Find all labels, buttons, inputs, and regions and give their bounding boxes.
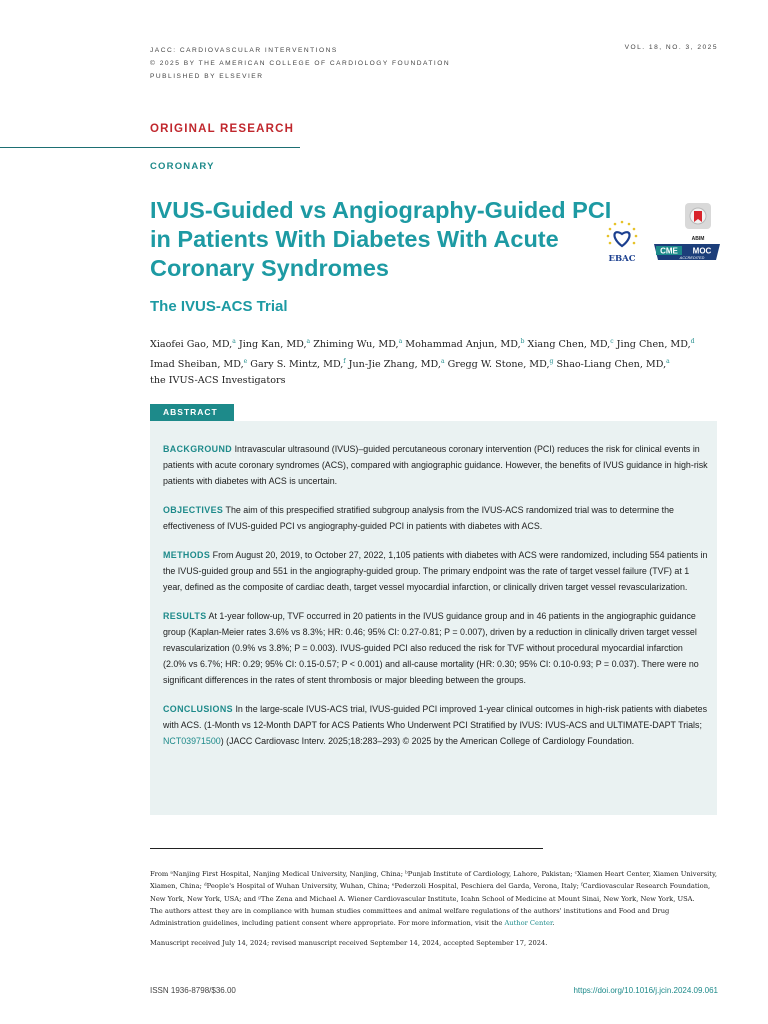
- ebac-accreditation-icon: [603, 218, 641, 266]
- author: Xiaofei Gao, MD,$^a$: [150, 338, 236, 351]
- abim-label: ABIM: [691, 236, 705, 242]
- ebac-label: EBAC: [608, 254, 636, 264]
- accredited-label: ACCREDITED: [679, 256, 705, 260]
- author: Jing Kan, MD,$^a$: [238, 338, 311, 351]
- article-type: ORIGINAL RESEARCH: [150, 123, 295, 135]
- affiliations: From ᵃNanjing First Hospital, Nanjing Medical University, Nanjing, China; ᵇPunjab Institute of Cardiology, Lahore, Pakistan; ᶜXiamen Heart Center, Xiamen University, Xiamen, China; ᵈPeople's Hospital of Wuhan University, Wuhan, China; ᵉPederzoli Hospital, Peschiera del Garda, Verona, Italy; ᶠCardiovascular Research Foundation, New York, New York, USA; and ᵍThe Zena and Michael A. Wiener Cardiovascular Institute, Icahn School of Medicine at Mount Sinai, New York, New York, USA.: [150, 870, 718, 903]
- author-list: [150, 334, 720, 390]
- author: Gary S. Mintz, MD,$^f$: [250, 357, 346, 370]
- abstract-methods: METHODS From August 20, 2019, to October 27, 2022, 1,105 patients with diabetes with ACS were randomized, including 554 patients in the IVUS-guided group and 551 in the angiography-guided group. The primary endpoint was the rate of target vessel failure (TVF) at 1 year, defined as the composite of cardiac death, target vessel myocardial infarction, or clinically driven target vessel revascularization.: [163, 550, 708, 592]
- manuscript-dates: Manuscript received July 14, 2024; revised manuscript received September 14, 2024, accepted September 17, 2024.: [150, 939, 548, 948]
- abstract-objectives: OBJECTIVES The aim of this prespecified stratified subgroup analysis from the IVUS-ACS randomized trial was to determine the effectiveness of IVUS-guided PCI vs angiography-guided PCI in patients with diabetes with ACS.: [163, 505, 674, 531]
- abstract-background: BACKGROUND Intravascular ultrasound (IVUS)–guided percutaneous coronary intervention (PCI) reduces the risk for clinical events in patients with acute coronary syndromes (ACS), compared with angiographic guidance. However, the benefits of IVUS guidance in high-risk patients with diabetes with ACS is uncertain.: [163, 444, 708, 486]
- author: Jing Chen, MD,$^d$: [616, 338, 695, 351]
- issn: ISSN 1936-8798/$36.00: [150, 986, 236, 995]
- author: Zhiming Wu, MD,$^a$: [313, 338, 403, 351]
- trial-registry-link[interactable]: NCT03971500: [163, 736, 221, 746]
- author: Mohammad Anjun, MD,$^b$: [405, 338, 525, 351]
- author: Shao-Liang Chen, MD,$^a$: [556, 357, 670, 370]
- author-group: the IVUS-ACS Investigators: [150, 375, 286, 387]
- footnotes: [150, 868, 720, 958]
- compliance-statement: The authors attest they are in compliance with human studies committees and animal welfare regulations of the authors' institutions and Food and Drug Administration guidelines, including patient consent where appropriate. For more information, visit the Author Center.: [150, 906, 670, 928]
- cme-moc-accreditation-icon: [652, 203, 722, 265]
- author-center-link[interactable]: Author Center: [504, 919, 553, 928]
- author: Xiang Chen, MD,$^c$: [527, 338, 614, 351]
- cme-label: CME: [660, 246, 678, 256]
- moc-label: MOC: [692, 246, 712, 256]
- copyright-line: © 2025 BY THE AMERICAN COLLEGE OF CARDIOLOGY FOUNDATION: [150, 60, 451, 67]
- volume-info: VOL. 18, NO. 3, 2025: [624, 44, 718, 51]
- doi-link[interactable]: https://doi.org/10.1016/j.jcin.2024.09.061: [573, 986, 718, 995]
- footnote-divider: [150, 848, 543, 849]
- author: Imad Sheiban, MD,$^e$: [150, 357, 248, 370]
- author: Jun-Jie Zhang, MD,$^a$: [348, 357, 445, 370]
- abstract-body: [163, 441, 708, 762]
- article-subtitle: The IVUS-ACS Trial: [150, 298, 288, 315]
- journal-name: JACC: CARDIOVASCULAR INTERVENTIONS: [150, 47, 338, 54]
- publisher-line: PUBLISHED BY ELSEVIER: [150, 73, 264, 80]
- article-category: CORONARY: [150, 161, 215, 172]
- author: Gregg W. Stone, MD,$^g$: [447, 357, 554, 370]
- abstract-results: RESULTS At 1-year follow-up, TVF occurred in 20 patients in the IVUS guidance group and in 46 patients in the angiographic guidance group (Kaplan-Meier rates 3.6% vs 8.3%; HR: 0.46; 95% CI: 0.27-0.81; P = 0.007), driven by a reduction in clinically driven target vessel revascularization (0.9% vs 3.8%; P = 0.003). IVUS-guided PCI also reduced the risk for TVF without procedural myocardial infarction (2.0% vs 6.7%; HR: 0.29; 95% CI: 0.15-0.57; P < 0.001) and all-cause mortality (HR: 0.30; 95% CI: 0.10-0.93; P = 0.037). There were no significant differences in the rates of stent thrombosis or major bleeding between the groups.: [163, 611, 699, 685]
- abstract-conclusions: CONCLUSIONS In the large-scale IVUS-ACS trial, IVUS-guided PCI improved 1-year clinical outcomes in high-risk patients with diabetes with ACS. (1-Month vs 12-Month DAPT for ACS Patients Who Underwent PCI Stratified by IVUS: IVUS-ACS and ULTIMATE-DAPT Trials; NCT03971500) (JACC Cardiovasc Interv. 2025;18:283–293) © 2025 by the American College of Cardiology Foundation.: [163, 704, 708, 746]
- abstract-label: ABSTRACT: [150, 404, 234, 421]
- article-title: IVUS-Guided vs Angiography-Guided PCI in Patients With Diabetes With Acute Coronary Syndromes: [150, 197, 612, 281]
- section-divider: [0, 147, 300, 148]
- journal-header: [150, 44, 450, 83]
